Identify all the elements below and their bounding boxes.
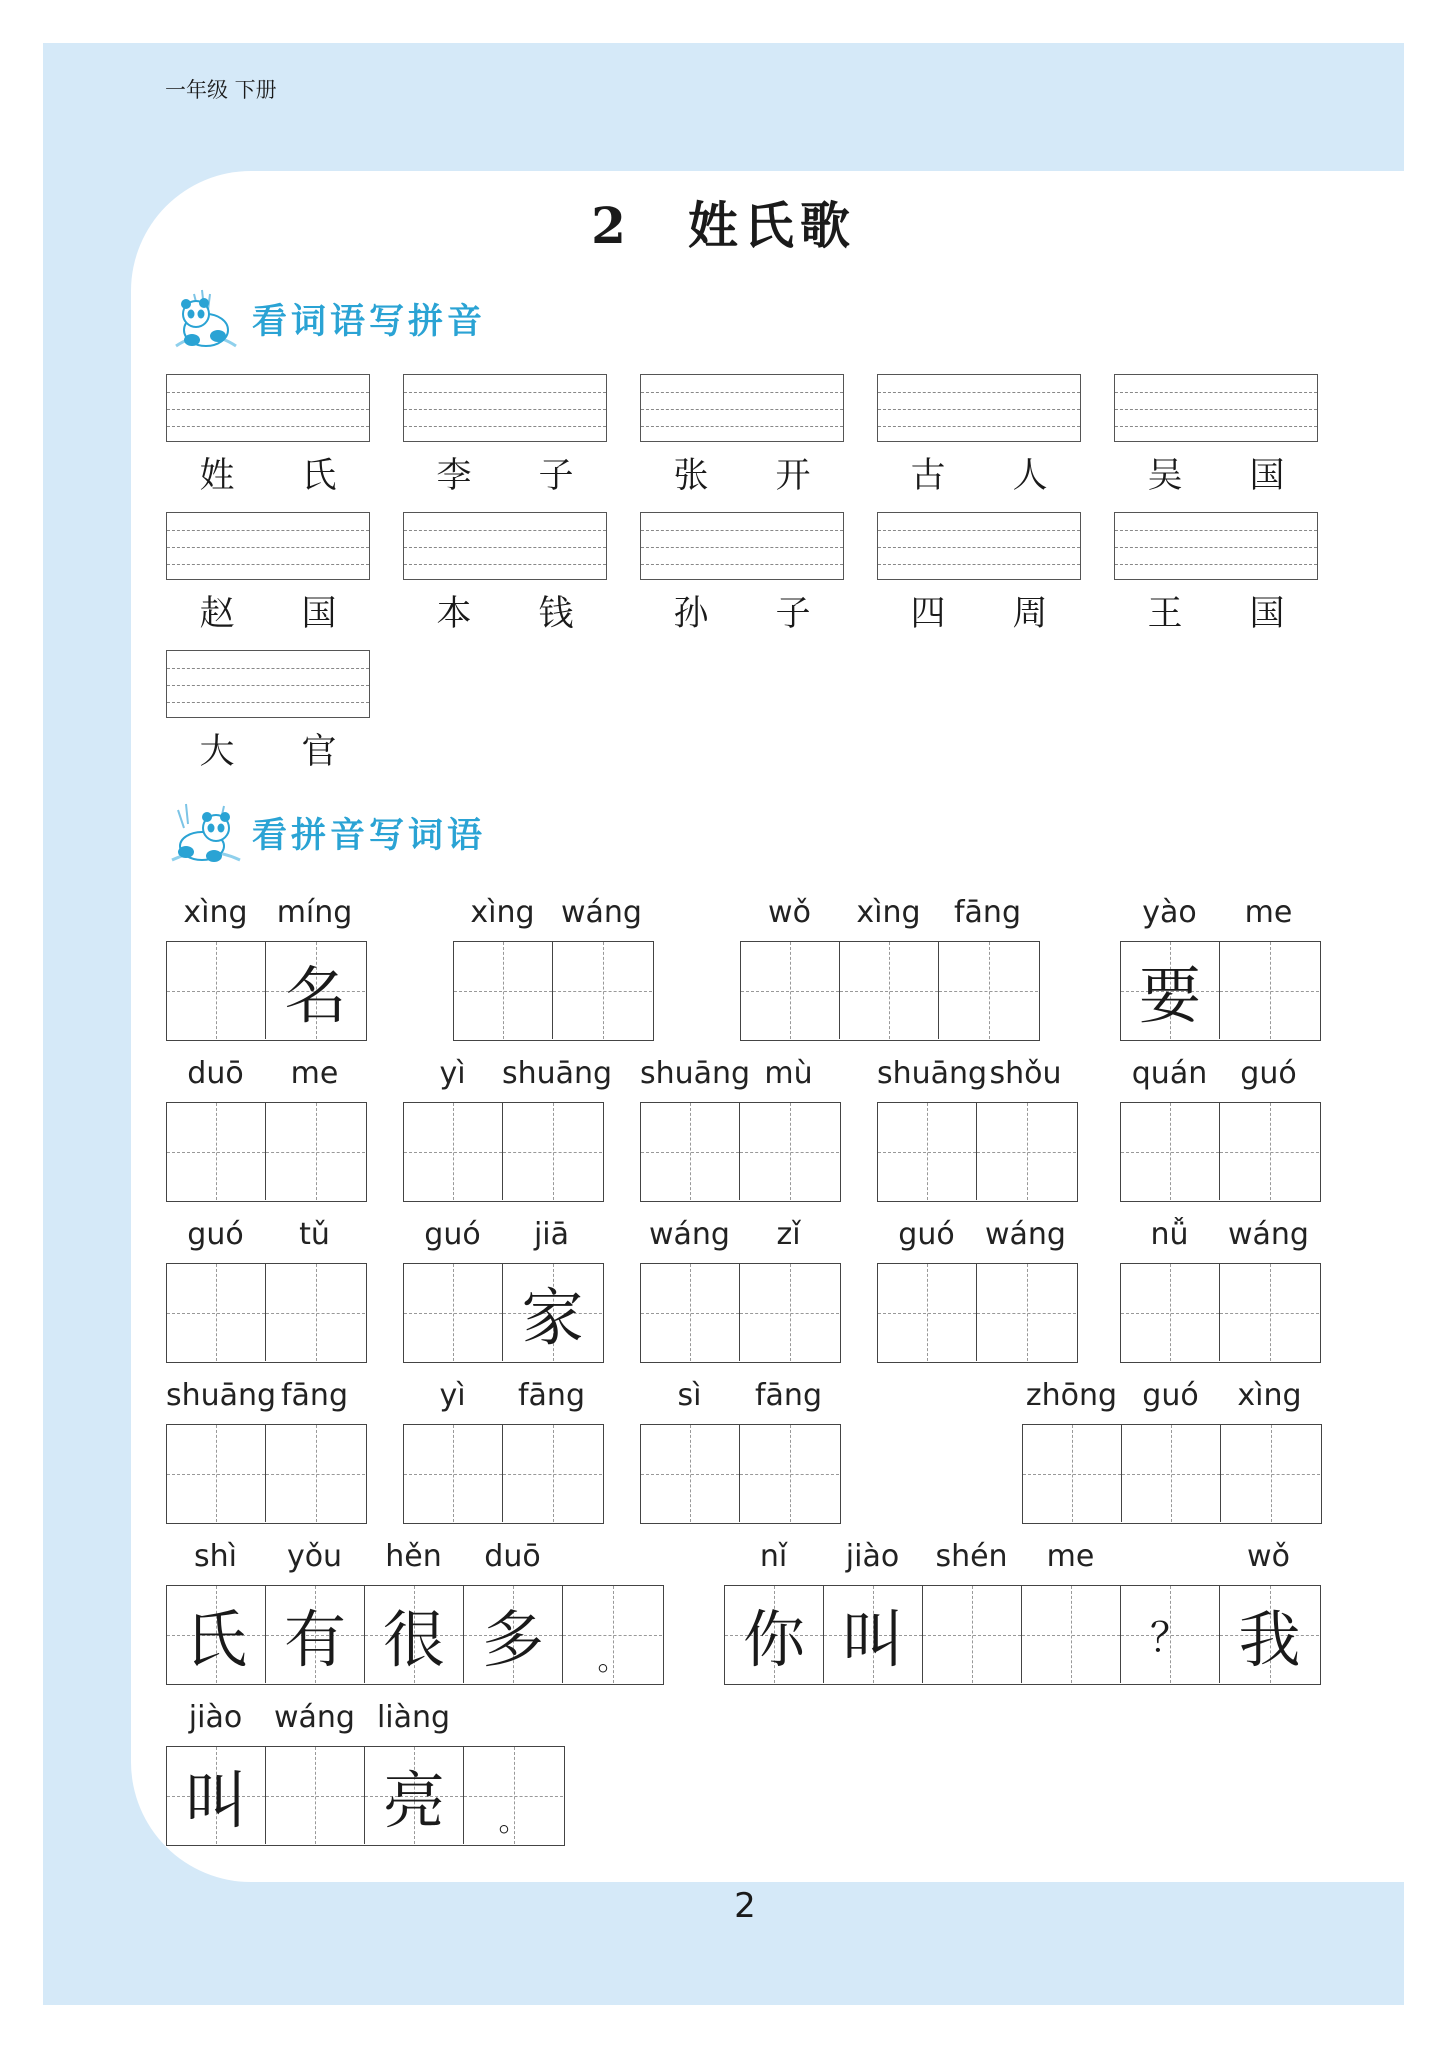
word-char: 李	[436, 456, 472, 496]
character-cell[interactable]	[553, 942, 652, 1039]
guide-line	[1071, 1586, 1072, 1683]
word-char: 赵	[199, 594, 235, 634]
guide-line	[878, 392, 1080, 393]
guide-line	[1270, 1103, 1271, 1200]
guide-line	[1115, 547, 1317, 548]
guide-line	[167, 530, 369, 531]
guide-line	[404, 409, 606, 410]
word-char: 氏	[301, 456, 337, 496]
pinyin-label: wáng	[985, 1217, 1066, 1252]
word-item	[166, 724, 370, 774]
character-cell[interactable]	[167, 1425, 266, 1522]
word-item	[1114, 586, 1318, 636]
pinyin-label: shén	[935, 1539, 1008, 1574]
character-cell[interactable]	[167, 1264, 266, 1361]
guide-line	[790, 1103, 791, 1200]
word-char: 四	[910, 594, 946, 634]
guide-line	[972, 1586, 973, 1683]
pinyin-label: wáng	[274, 1700, 355, 1735]
pinyin-answer-box[interactable]	[166, 650, 370, 718]
guide-line	[927, 1103, 928, 1200]
pinyin-label: fāng	[280, 1378, 348, 1413]
guide-line	[878, 426, 1080, 427]
word-char: 人	[1012, 456, 1048, 496]
word-char: 古	[910, 456, 946, 496]
section-heading-write-pinyin	[166, 286, 486, 352]
guide-line	[1115, 392, 1317, 393]
given-character: ？	[1150, 1615, 1190, 1661]
guide-line	[503, 942, 504, 1039]
word-item	[166, 448, 370, 498]
pinyin-label: shuāng	[502, 1056, 613, 1091]
character-cell[interactable]	[1022, 1586, 1121, 1683]
character-cell[interactable]	[740, 1103, 839, 1200]
guide-line	[167, 702, 369, 703]
section-title: 看词语写拼音	[252, 301, 487, 342]
guide-line	[989, 942, 990, 1039]
character-cell[interactable]	[641, 1425, 740, 1522]
character-cell	[725, 1586, 824, 1683]
guide-line	[690, 1103, 691, 1200]
pinyin-label: me	[290, 1056, 339, 1091]
pinyin-answer-box[interactable]	[403, 512, 607, 580]
character-cell[interactable]	[740, 1425, 839, 1522]
pinyin-label: sì	[677, 1378, 702, 1413]
pinyin-answer-box[interactable]	[1114, 374, 1318, 442]
pinyin-label: xìng	[183, 895, 248, 930]
pinyin-label: zǐ	[776, 1217, 801, 1252]
word-item	[877, 448, 1081, 498]
pinyin-label: guó	[1142, 1378, 1199, 1413]
pinyin-label: hěn	[385, 1539, 442, 1574]
pinyin-label: duō	[484, 1539, 541, 1574]
writing-grid	[166, 1424, 367, 1524]
guide-line	[641, 530, 843, 531]
pinyin-label: shuāng	[166, 1378, 277, 1413]
writing-grid	[640, 1263, 841, 1363]
character-cell[interactable]	[404, 1425, 503, 1522]
guide-line	[404, 547, 606, 548]
character-cell	[266, 942, 365, 1039]
writing-grid	[640, 1424, 841, 1524]
pinyin-label: míng	[276, 895, 353, 930]
guide-line	[1270, 942, 1271, 1039]
given-character: 氏	[184, 1603, 247, 1676]
guide-line	[553, 1103, 554, 1200]
guide-line	[641, 392, 843, 393]
character-cell[interactable]	[977, 1264, 1076, 1361]
character-cell[interactable]	[641, 1103, 740, 1200]
character-cell[interactable]	[1220, 942, 1319, 1039]
character-cell[interactable]	[503, 1425, 602, 1522]
pinyin-answer-box[interactable]	[166, 374, 370, 442]
writing-grid	[166, 1585, 664, 1685]
pinyin-label: mù	[764, 1056, 813, 1091]
guide-line	[603, 942, 604, 1039]
pinyin-label: tǔ	[299, 1217, 330, 1252]
guide-line	[690, 1264, 691, 1361]
guide-line	[641, 409, 843, 410]
character-cell[interactable]	[878, 1264, 977, 1361]
guide-line	[553, 1425, 554, 1522]
word-char: 国	[301, 594, 337, 634]
pinyin-label: jiào	[845, 1539, 900, 1574]
character-cell	[167, 1747, 266, 1844]
character-cell[interactable]	[266, 1747, 365, 1844]
guide-line	[790, 1425, 791, 1522]
pinyin-label: liàng	[376, 1700, 451, 1735]
given-character: 叫	[841, 1603, 904, 1676]
word-char: 官	[301, 732, 337, 772]
pinyin-answer-box[interactable]	[166, 512, 370, 580]
guide-line	[404, 426, 606, 427]
pinyin-label: guó	[898, 1217, 955, 1252]
character-cell[interactable]	[1220, 1103, 1319, 1200]
guide-line	[1027, 1264, 1028, 1361]
pinyin-label: fāng	[953, 895, 1021, 930]
character-cell	[365, 1747, 464, 1844]
word-char: 子	[538, 456, 574, 496]
pinyin-label: xìng	[470, 895, 535, 930]
writing-grid	[453, 941, 654, 1041]
guide-line	[167, 564, 369, 565]
pinyin-label: wǒ	[768, 895, 811, 930]
character-cell[interactable]	[404, 1264, 503, 1361]
pinyin-label: wáng	[1228, 1217, 1309, 1252]
guide-line	[641, 547, 843, 548]
word-char: 国	[1249, 594, 1285, 634]
character-cell	[1220, 1586, 1319, 1683]
pinyin-label: quán	[1131, 1056, 1208, 1091]
character-cell[interactable]	[167, 1103, 266, 1200]
guide-line	[167, 547, 369, 548]
guide-line	[167, 668, 369, 669]
pinyin-label: wáng	[561, 895, 642, 930]
section-title: 看拼音写词语	[252, 815, 487, 856]
writing-grid	[1120, 941, 1321, 1041]
guide-line	[453, 1425, 454, 1522]
word-char: 大	[199, 732, 235, 772]
guide-line	[1171, 1425, 1172, 1522]
character-cell	[1121, 1586, 1220, 1683]
given-character: 很	[382, 1603, 445, 1676]
character-cell[interactable]	[641, 1264, 740, 1361]
word-char: 周	[1012, 594, 1048, 634]
guide-line	[790, 942, 791, 1039]
guide-line	[1115, 530, 1317, 531]
pinyin-label: jiào	[188, 1700, 243, 1735]
pinyin-label: zhōng	[1025, 1378, 1118, 1413]
guide-line	[404, 392, 606, 393]
character-cell[interactable]	[266, 1103, 365, 1200]
pinyin-label: xìng	[1237, 1378, 1302, 1413]
pinyin-label: shǒu	[989, 1056, 1062, 1091]
character-cell[interactable]	[1023, 1425, 1122, 1522]
word-char: 王	[1147, 594, 1183, 634]
pinyin-label: wǒ	[1247, 1539, 1290, 1574]
character-cell[interactable]	[939, 942, 1038, 1039]
guide-line	[889, 942, 890, 1039]
guide-line	[1271, 1425, 1272, 1522]
pinyin-label: yǒu	[286, 1539, 343, 1574]
guide-line	[1170, 1264, 1171, 1361]
guide-line	[1115, 564, 1317, 565]
pinyin-label: yì	[439, 1056, 466, 1091]
guide-line	[316, 1425, 317, 1522]
given-character: 我	[1238, 1603, 1301, 1676]
guide-line	[167, 685, 369, 686]
panda-icon	[166, 286, 244, 352]
writing-grid	[166, 1746, 565, 1846]
character-cell[interactable]	[923, 1586, 1022, 1683]
given-character: 。	[597, 1643, 628, 1678]
word-char: 开	[775, 456, 811, 496]
pinyin-label: shuāng	[877, 1056, 988, 1091]
writing-grid	[724, 1585, 1321, 1685]
given-character: 要	[1138, 959, 1201, 1032]
guide-line	[1115, 409, 1317, 410]
guide-line	[1072, 1425, 1073, 1522]
guide-line	[216, 1425, 217, 1522]
character-cell[interactable]	[1121, 1264, 1220, 1361]
given-character: 名	[284, 959, 347, 1032]
character-cell	[824, 1586, 923, 1683]
pinyin-label: me	[1046, 1539, 1095, 1574]
character-cell	[167, 1586, 266, 1683]
guide-line	[404, 564, 606, 565]
word-item	[877, 586, 1081, 636]
word-char: 孙	[673, 594, 709, 634]
character-cell	[365, 1586, 464, 1683]
guide-line	[315, 1747, 316, 1844]
character-cell	[503, 1264, 602, 1361]
writing-grid	[740, 941, 1040, 1041]
pinyin-answer-box[interactable]	[877, 374, 1081, 442]
guide-line	[927, 1264, 928, 1361]
guide-line	[216, 1264, 217, 1361]
character-cell[interactable]	[266, 1264, 365, 1361]
word-char: 吴	[1147, 456, 1183, 496]
writing-grid	[403, 1263, 604, 1363]
given-character: 。	[498, 1804, 529, 1839]
pinyin-label: fāng	[754, 1378, 822, 1413]
pinyin-label: guó	[424, 1217, 481, 1252]
guide-line	[216, 942, 217, 1039]
character-cell[interactable]	[266, 1425, 365, 1522]
character-cell	[563, 1586, 662, 1683]
pinyin-label: shuāng	[640, 1056, 751, 1091]
guide-line	[641, 426, 843, 427]
word-item	[640, 448, 844, 498]
writing-grid	[166, 941, 367, 1041]
pinyin-label: fāng	[517, 1378, 585, 1413]
word-item	[640, 586, 844, 636]
word-char: 姓	[199, 456, 235, 496]
guide-line	[404, 530, 606, 531]
character-cell	[464, 1747, 563, 1844]
guide-line	[453, 1264, 454, 1361]
pinyin-label: duō	[187, 1056, 244, 1091]
writing-grid	[877, 1102, 1078, 1202]
guide-line	[167, 409, 369, 410]
character-cell	[464, 1586, 563, 1683]
pinyin-answer-box[interactable]	[640, 512, 844, 580]
guide-line	[1027, 1103, 1028, 1200]
character-cell[interactable]	[740, 1264, 839, 1361]
character-cell[interactable]	[167, 942, 266, 1039]
guide-line	[453, 1103, 454, 1200]
guide-line	[790, 1264, 791, 1361]
page-number: 2	[734, 1886, 756, 1926]
guide-line	[1115, 426, 1317, 427]
guide-line	[690, 1425, 691, 1522]
character-cell[interactable]	[1122, 1425, 1221, 1522]
writing-grid	[1022, 1424, 1322, 1524]
given-character: 叫	[184, 1764, 247, 1837]
writing-grid	[403, 1424, 604, 1524]
page-title: 2 姓氏歌	[591, 196, 856, 255]
section-heading-write-words	[166, 800, 486, 866]
character-cell[interactable]	[1121, 1103, 1220, 1200]
word-item	[403, 448, 607, 498]
guide-line	[878, 547, 1080, 548]
word-char: 钱	[538, 594, 574, 634]
grade-label: 一年级 下册	[165, 78, 277, 102]
writing-grid	[166, 1102, 367, 1202]
given-character: 亮	[382, 1764, 445, 1837]
word-char: 子	[775, 594, 811, 634]
character-cell	[266, 1586, 365, 1683]
guide-line	[167, 426, 369, 427]
writing-grid	[877, 1263, 1078, 1363]
word-char: 本	[436, 594, 472, 634]
word-item	[166, 586, 370, 636]
character-cell[interactable]	[503, 1103, 602, 1200]
word-char: 张	[673, 456, 709, 496]
pinyin-label: wáng	[649, 1217, 730, 1252]
pinyin-label: xìng	[856, 895, 921, 930]
pinyin-answer-box[interactable]	[1114, 512, 1318, 580]
character-cell[interactable]	[977, 1103, 1076, 1200]
writing-grid	[1120, 1263, 1321, 1363]
pinyin-answer-box[interactable]	[640, 374, 844, 442]
pinyin-answer-box[interactable]	[877, 512, 1081, 580]
pinyin-answer-box[interactable]	[403, 374, 607, 442]
character-cell[interactable]	[878, 1103, 977, 1200]
panda-icon	[166, 800, 244, 866]
character-cell[interactable]	[840, 942, 939, 1039]
guide-line	[1170, 1103, 1171, 1200]
guide-line	[316, 1103, 317, 1200]
guide-line	[878, 530, 1080, 531]
character-cell[interactable]	[741, 942, 840, 1039]
guide-line	[316, 1264, 317, 1361]
character-cell[interactable]	[404, 1103, 503, 1200]
pinyin-label: yào	[1142, 895, 1197, 930]
character-cell[interactable]	[1220, 1264, 1319, 1361]
pinyin-label: yì	[439, 1378, 466, 1413]
writing-grid	[166, 1263, 367, 1363]
word-item	[403, 586, 607, 636]
pinyin-label: nǚ	[1150, 1217, 1189, 1252]
writing-grid	[640, 1102, 841, 1202]
character-cell[interactable]	[1221, 1425, 1320, 1522]
pinyin-label: guó	[187, 1217, 244, 1252]
pinyin-label: jiā	[533, 1217, 570, 1252]
pinyin-label: guó	[1240, 1056, 1297, 1091]
given-character: 有	[283, 1603, 346, 1676]
guide-line	[641, 564, 843, 565]
guide-line	[216, 1103, 217, 1200]
guide-line	[167, 392, 369, 393]
pinyin-label: me	[1244, 895, 1293, 930]
guide-line	[1270, 1264, 1271, 1361]
pinyin-label: shì	[194, 1539, 237, 1574]
pinyin-label: nǐ	[759, 1539, 788, 1574]
word-item	[1114, 448, 1318, 498]
guide-line	[878, 409, 1080, 410]
given-character: 你	[742, 1603, 805, 1676]
writing-grid	[403, 1102, 604, 1202]
character-cell	[1121, 942, 1220, 1039]
writing-grid	[1120, 1102, 1321, 1202]
word-char: 国	[1249, 456, 1285, 496]
given-character: 多	[481, 1603, 544, 1676]
guide-line	[878, 564, 1080, 565]
given-character: 家	[521, 1281, 584, 1354]
character-cell[interactable]	[454, 942, 553, 1039]
